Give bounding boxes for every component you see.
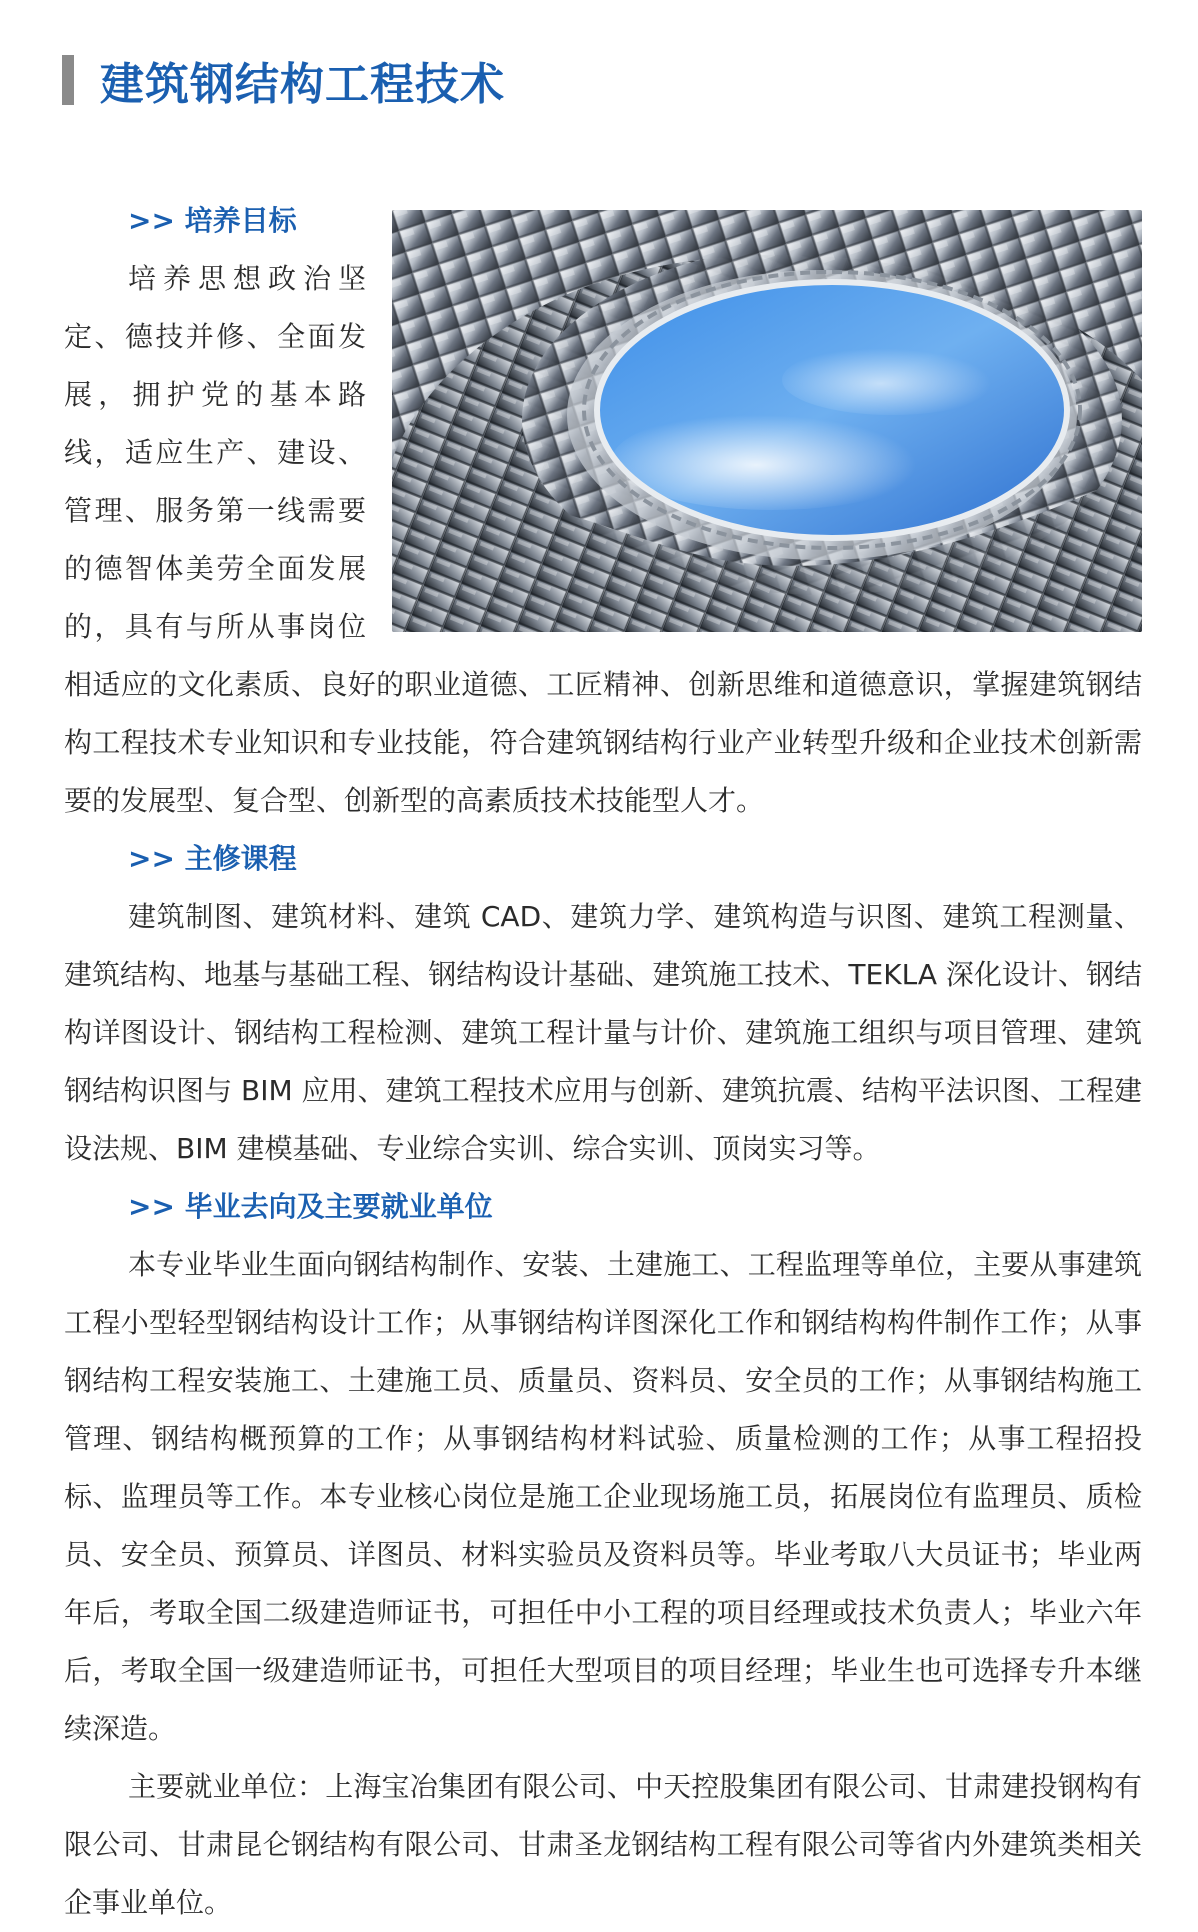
- title-accent-bar: [62, 55, 74, 105]
- section-heading-courses: >> 主修课程: [128, 842, 297, 875]
- page-header: [62, 52, 505, 108]
- employment-units-paragraph: 主要就业单位：上海宝冶集团有限公司、中天控股集团有限公司、甘肃建投钢构有限公司、甘肃昆仑钢结构有限公司、甘肃圣龙钢结构工程有限公司等省内外建筑类相关企事业单位。: [64, 1770, 1142, 1919]
- section-heading-goal: >> 培养目标: [128, 204, 297, 237]
- page-title: 建筑钢结构工程技术: [100, 59, 505, 110]
- section-heading-employment: >> 毕业去向及主要就业单位: [128, 1190, 493, 1223]
- steel-structure-photo: [392, 210, 1142, 632]
- courses-paragraph: 建筑制图、建筑材料、建筑 CAD、建筑力学、建筑构造与识图、建筑工程测量、建筑结构、地基与基础工程、钢结构设计基础、建筑施工技术、TEKLA 深化设计、钢结构详图设计、钢结构工程检测、建筑工程计量与计价、建筑施工组织与项目管理、建筑钢结构识图与 BIM 应用、建筑工程技术应用与创新、建筑抗震、结构平法识图、工程建设法规、BIM 建模基础、专业综合实训、综合实训、顶岗实习等。: [64, 900, 1142, 1165]
- main-content: [64, 192, 1142, 1932]
- employment-paragraph: 本专业毕业生面向钢结构制作、安装、土建施工、工程监理等单位，主要从事建筑工程小型轻型钢结构设计工作；从事钢结构详图深化工作和钢结构构件制作工作；从事钢结构工程安装施工、土建施工员、质量员、资料员、安全员的工作；从事钢结构施工管理、钢结构概预算的工作；从事钢结构材料试验、质量检测的工作；从事工程招投标、监理员等工作。本专业核心岗位是施工企业现场施工员，拓展岗位有监理员、质检员、安全员、预算员、详图员、材料实验员及资料员等。毕业考取八大员证书；毕业两年后，考取全国二级建造师证书，可担任中小工程的项目经理或技术负责人；毕业六年后，考取全国一级建造师证书，可担任大型项目的项目经理；毕业生也可选择专升本继续深造。: [64, 1248, 1142, 1745]
- goal-paragraph: 培养思想政治坚定、德技并修、全面发展，拥护党的基本路线，适应生产、建设、管理、服务第一线需要的德智体美劳全面发展的，具有与所从事岗位相适应的文化素质、良好的职业道德、工匠精神、创新思维和道德意识，掌握建筑钢结构工程技术专业知识和专业技能，符合建筑钢结构行业产业转型升级和企业技术创新需要的发展型、复合型、创新型的高素质技术技能型人才。: [64, 262, 1142, 817]
